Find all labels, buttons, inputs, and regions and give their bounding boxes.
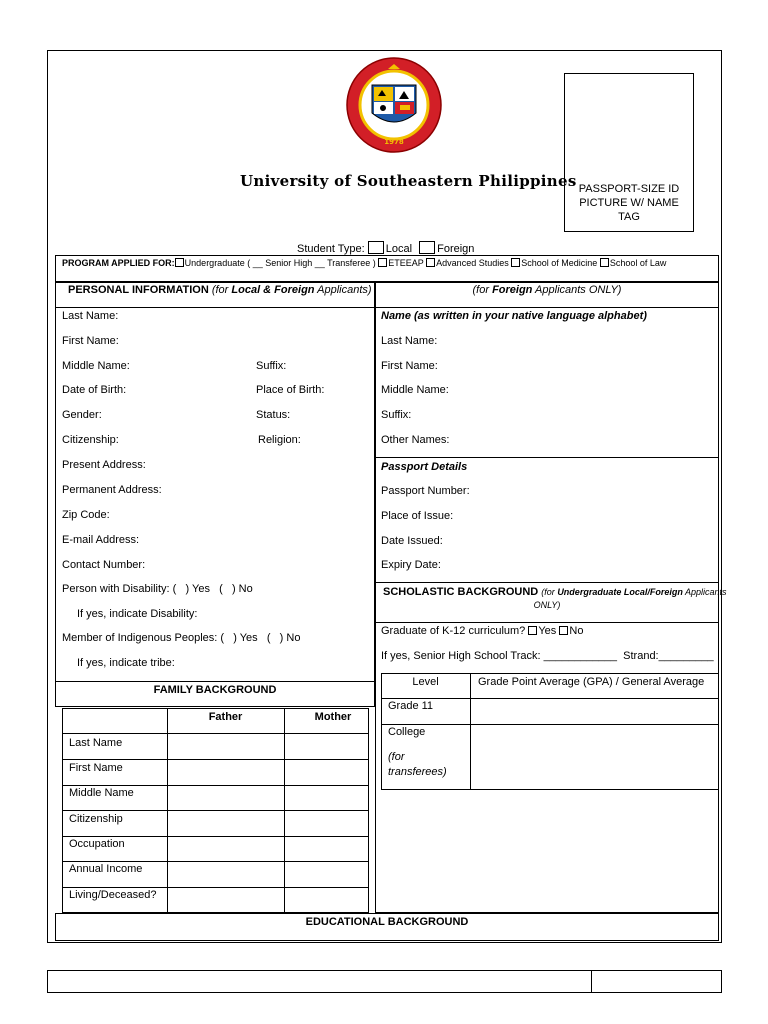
family-row-label: Middle Name	[69, 787, 134, 799]
family-row-label: Living/Deceased?	[69, 889, 157, 901]
citizenship-field[interactable]: Citizenship:	[62, 434, 119, 446]
program-label: PROGRAM APPLIED FOR:	[62, 258, 175, 268]
other-names-field[interactable]: Other Names:	[381, 434, 450, 446]
k12-yes-checkbox[interactable]	[528, 626, 537, 635]
religion-field[interactable]: Religion:	[258, 434, 301, 446]
first-name-field[interactable]: First Name:	[62, 335, 119, 347]
foreign-label: Foreign	[437, 243, 475, 255]
present-address-field[interactable]: Present Address:	[62, 459, 146, 471]
pwd-indicate-field[interactable]: If yes, indicate Disability:	[77, 608, 198, 620]
for-transferees-label: (for	[388, 751, 405, 763]
family-row-label: Last Name	[69, 737, 123, 749]
native-name-header: Name (as written in your native language alphabet)	[381, 310, 647, 322]
status-field[interactable]: Status:	[256, 409, 291, 421]
program-options	[62, 258, 666, 269]
family-background-header: FAMILY BACKGROUND	[153, 684, 277, 696]
contact-number-field[interactable]: Contact Number:	[62, 559, 146, 571]
gender-field[interactable]: Gender:	[62, 409, 102, 421]
pob-field[interactable]: Place of Birth:	[256, 384, 325, 396]
photo-box-line1: PASSPORT-SIZE ID	[578, 183, 680, 195]
undergraduate-label: Undergraduate ( __ Senior High __ Transferee )	[184, 258, 376, 268]
grade11-row-label: Grade 11	[388, 700, 434, 712]
undergraduate-checkbox[interactable]	[175, 258, 184, 267]
foreign-checkbox[interactable]	[419, 241, 435, 254]
scholastic-subheader-line2: ONLY)	[533, 600, 561, 610]
university-seal	[338, 55, 450, 155]
foreign-last-name-field[interactable]: Last Name:	[381, 335, 438, 347]
email-field[interactable]: E-mail Address:	[62, 534, 140, 546]
dob-field[interactable]: Date of Birth:	[62, 384, 127, 396]
family-row-label: Citizenship	[69, 813, 123, 825]
foreign-header: (for Foreign Applicants ONLY)	[472, 284, 622, 296]
permanent-address-field[interactable]: Permanent Address:	[62, 484, 162, 496]
shs-track-field[interactable]: If yes, Senior High School Track: ____________ Strand:_________	[381, 650, 714, 662]
ip-field[interactable]: Member of Indigenous Peoples: ( ) Yes ( ) No	[62, 632, 301, 644]
level-column-header: Level	[412, 676, 439, 688]
student-type-row	[297, 241, 474, 256]
photo-box-line3: TAG	[618, 211, 640, 223]
father-column-header: Father	[208, 711, 243, 723]
advanced-studies-checkbox[interactable]	[426, 258, 435, 267]
medicine-checkbox[interactable]	[511, 258, 520, 267]
mother-column-header: Mother	[314, 711, 352, 723]
footer-box	[47, 970, 722, 993]
educational-background-header: EDUCATIONAL BACKGROUND	[305, 916, 469, 928]
law-checkbox[interactable]	[600, 258, 609, 267]
ip-indicate-field[interactable]: If yes, indicate tribe:	[77, 657, 175, 669]
date-issued-field[interactable]: Date Issued:	[381, 535, 443, 547]
local-checkbox[interactable]	[368, 241, 384, 254]
local-label: Local	[385, 243, 413, 255]
k12-question: Graduate of K-12 curriculum? Yes No	[381, 625, 584, 637]
expiry-date-field[interactable]: Expiry Date:	[381, 559, 441, 571]
foreign-middle-name-field[interactable]: Middle Name:	[381, 384, 449, 396]
personal-info-header: PERSONAL INFORMATION (for Local & Foreign Applicants)	[68, 284, 372, 296]
law-label: School of Law	[609, 258, 667, 268]
eteeap-checkbox[interactable]	[378, 258, 387, 267]
university-name: University of Southeastern Philippines	[240, 172, 577, 190]
family-row-label: Occupation	[69, 838, 125, 850]
student-type-label: Student Type:	[297, 243, 365, 255]
scholastic-header: SCHOLASTIC BACKGROUND (for Undergraduate Local/Foreign Applicants	[383, 586, 727, 598]
foreign-suffix-field[interactable]: Suffix:	[381, 409, 412, 421]
k12-no-checkbox[interactable]	[559, 626, 568, 635]
last-name-field[interactable]: Last Name:	[62, 310, 119, 322]
transferees-label: transferees)	[388, 766, 447, 778]
family-row-label: First Name	[69, 762, 123, 774]
family-row-label: Annual Income	[69, 863, 143, 875]
passport-number-field[interactable]: Passport Number:	[381, 485, 470, 497]
college-row-label: College	[388, 726, 426, 738]
eteeap-label: ETEEAP	[388, 258, 424, 268]
zip-code-field[interactable]: Zip Code:	[62, 509, 110, 521]
foreign-first-name-field[interactable]: First Name:	[381, 360, 438, 372]
seal-year: 1978	[384, 138, 404, 146]
gpa-column-header: Grade Point Average (GPA) / General Average	[478, 676, 705, 688]
medicine-label: School of Medicine	[521, 258, 598, 268]
photo-box-line2: PICTURE W/ NAME	[579, 197, 679, 209]
place-of-issue-field[interactable]: Place of Issue:	[381, 510, 454, 522]
middle-name-field[interactable]: Middle Name:	[62, 360, 130, 372]
passport-details-header: Passport Details	[381, 461, 468, 473]
pwd-field[interactable]: Person with Disability: ( ) Yes ( ) No	[62, 583, 253, 595]
advanced-studies-label: Advanced Studies	[436, 258, 509, 268]
suffix-field[interactable]: Suffix:	[256, 360, 287, 372]
